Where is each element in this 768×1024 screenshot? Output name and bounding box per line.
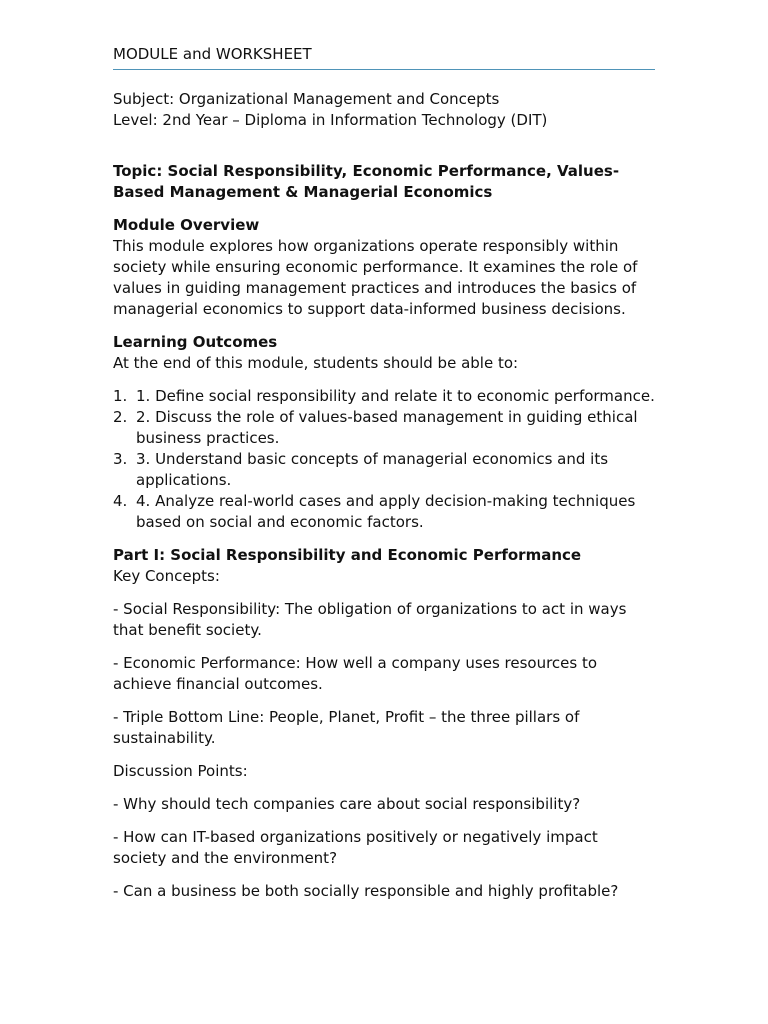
level-line: Level: 2nd Year – Diploma in Information Technology (DIT): [113, 111, 548, 129]
list-item-number: 1.: [113, 387, 128, 405]
learning-outcomes-intro: At the end of this module, students should be able to:: [113, 354, 519, 372]
document-header-title: MODULE and WORKSHEET: [113, 44, 655, 70]
subject-line: Subject: Organizational Management and Concepts: [113, 90, 500, 108]
document-content: [113, 44, 655, 902]
part1-heading: Part I: Social Responsibility and Economic Performance: [113, 546, 582, 564]
discussion-point: - Why should tech companies care about social responsibility?: [113, 795, 581, 813]
topic-heading: Topic: Social Responsibility, Economic Performance, Values-Based Management & Managerial Economics: [113, 162, 620, 201]
list-item-number: 4.: [113, 492, 128, 510]
list-item-number: 2.: [113, 408, 128, 426]
concept-economic-performance: - Economic Performance: How well a company uses resources to achieve financial outcomes.: [113, 654, 598, 693]
list-item: [113, 407, 655, 449]
learning-outcomes-list: [113, 386, 655, 533]
discussion-point: - How can IT-based organizations positively or negatively impact society and the environment?: [113, 828, 598, 867]
learning-outcomes-heading: Learning Outcomes: [113, 333, 278, 351]
list-item-text: 2. Discuss the role of values-based management in guiding ethical business practices.: [136, 408, 638, 447]
overview-text: This module explores how organizations operate responsibly within society while ensuring economic performance. It examines the role of values in guiding management practices and introduces the basics of managerial economics to support data-informed business decisions.: [113, 237, 638, 318]
discussion-points-label: Discussion Points:: [113, 762, 248, 780]
list-item-text: 3. Understand basic concepts of managerial economics and its applications.: [136, 450, 609, 489]
discussion-point: - Can a business be both socially responsible and highly profitable?: [113, 882, 619, 900]
list-item: [113, 491, 655, 533]
list-item-number: 3.: [113, 450, 128, 468]
course-meta: [113, 89, 655, 131]
list-item: [113, 449, 655, 491]
concept-triple-bottom-line: - Triple Bottom Line: People, Planet, Profit – the three pillars of sustainability.: [113, 708, 580, 747]
list-item: [113, 386, 655, 407]
concept-social-responsibility: - Social Responsibility: The obligation of organizations to act in ways that benefit society.: [113, 600, 627, 639]
list-item-text: 4. Analyze real-world cases and apply decision-making techniques based on social and economic factors.: [136, 492, 636, 531]
overview-heading: Module Overview: [113, 216, 260, 234]
key-concepts-label: Key Concepts:: [113, 567, 220, 585]
list-item-text: 1. Define social responsibility and relate it to economic performance.: [136, 387, 655, 405]
